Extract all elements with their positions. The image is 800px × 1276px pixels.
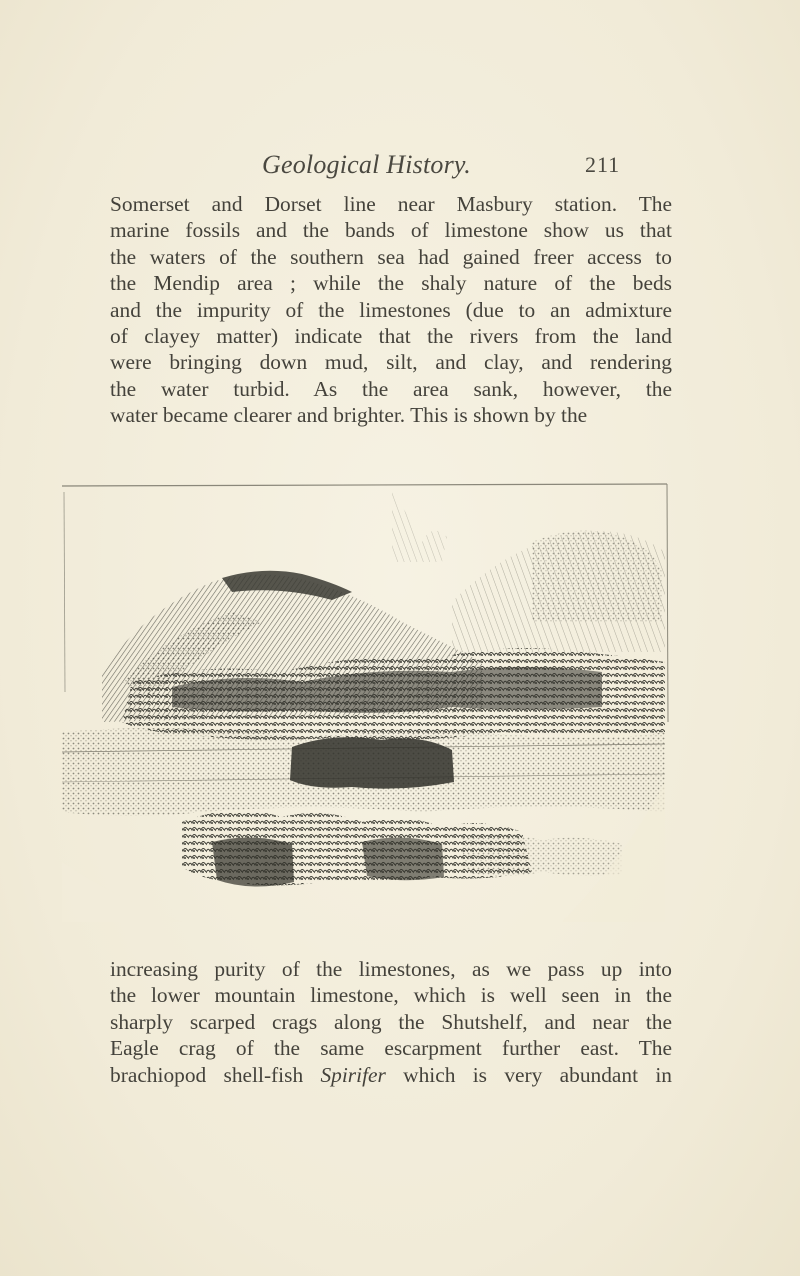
- text-line: water became clearer and brighter. This is shown by the: [110, 403, 588, 428]
- page-header: [0, 150, 800, 184]
- landscape-illustration: [62, 482, 672, 942]
- paragraph-bottom: [110, 956, 672, 1088]
- text-line: of clayey matter) indicate that the rivers from the land: [110, 324, 672, 349]
- page-number: 211: [585, 152, 621, 177]
- text-line: were bringing down mud, silt, and clay, and rendering: [110, 350, 672, 375]
- text-segment: which is very abundant in: [385, 1062, 673, 1087]
- italic-genus-name: Spirifer: [320, 1062, 386, 1087]
- text-line: the waters of the southern sea had gained freer access to: [110, 244, 672, 269]
- text-line: Somerset and Dorset line near Masbury station. The: [110, 192, 672, 216]
- text-line: the Mendip area ; while the shaly nature of the beds: [110, 271, 672, 296]
- text-line: and the impurity of the limestones (due to an admixture: [110, 297, 672, 322]
- text-line-last: [110, 1062, 672, 1088]
- text-line: sharply scarped crags along the Shutshelf, and near the: [110, 1009, 672, 1034]
- running-title: Geological History.: [262, 150, 471, 179]
- text-line: the lower mountain limestone, which is well seen in the: [110, 983, 672, 1008]
- text-line: marine fossils and the bands of limestone show us that: [110, 218, 672, 243]
- paragraph-top: [110, 191, 672, 429]
- landscape-engraving-icon: [62, 482, 672, 942]
- text-line: Eagle crag of the same escarpment further east. The: [110, 1036, 672, 1061]
- text-line: the water turbid. As the area sank, however, the: [110, 376, 672, 401]
- text-segment: brachiopod shell-fish: [110, 1062, 321, 1087]
- text-line: increasing purity of the limestones, as we pass up into: [110, 957, 672, 981]
